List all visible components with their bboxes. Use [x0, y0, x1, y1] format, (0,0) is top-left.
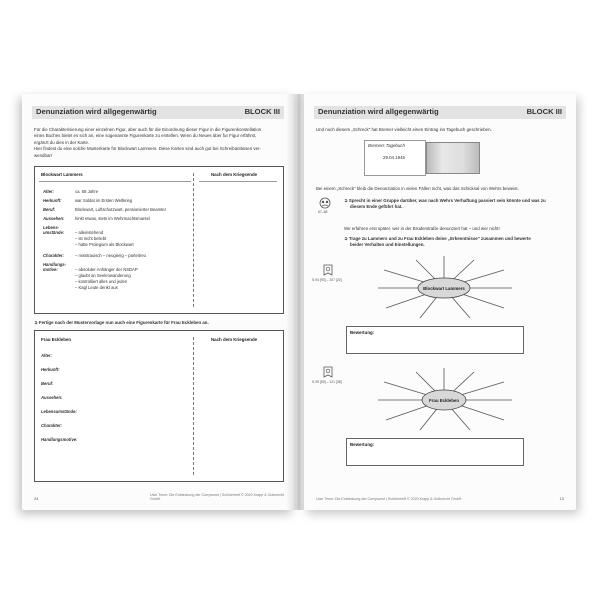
card-title-rule	[39, 181, 191, 182]
label-handlungsmotive: Handlungs- motive:	[43, 262, 67, 272]
task-line: ➲ Trage zu Lammers und zu Frau Eckleben deine „Erkenntnisse" zusammen und bewerte	[344, 236, 531, 241]
left-page-number: 24	[34, 496, 39, 501]
intro-line: Hier findest du eine solche Musterkarte für Blockwart Lammers. Diese Karten sind auch gut bei Schreibanlässen ver-	[34, 146, 261, 152]
card2-label: Herkunft:	[41, 367, 60, 372]
value-alter: ca. 58 Jahre	[75, 189, 99, 194]
icon1-ref: 67–68	[318, 210, 328, 214]
evaluation-label: Bewertung:	[350, 330, 375, 335]
label-alter: Alter:	[43, 189, 54, 194]
reading-icon	[322, 366, 334, 378]
intro-line: wendbar!	[34, 152, 53, 158]
left-header	[32, 106, 284, 119]
value-herkunft: war Soldat im Ersten Weltkrieg	[75, 198, 133, 203]
right-header	[314, 106, 566, 119]
diary-book-icon	[426, 142, 480, 174]
evaluation-label: Bewertung:	[350, 442, 375, 447]
left-block-label: BLOCK III	[244, 107, 280, 116]
value-line: – absoluter Anhänger der NSDAP	[75, 267, 138, 272]
card2-label: Aussehen:	[41, 395, 63, 400]
figure-card-lammers	[34, 166, 284, 314]
label-herkunft: Herkunft:	[43, 198, 62, 203]
value-beruf: Blockwart, Luftschutzwart, pensionierter Beamter	[75, 207, 167, 212]
value-line: – kontrolliert alles und jeden	[75, 279, 128, 284]
right-intro: Und noch diesem „Schreck" hat Bremer vielleicht einen Eintrag ins Tagebuch geschrieben.	[316, 127, 492, 132]
icon3-ref: S.09 [59] – 121 [38]	[312, 380, 342, 384]
icon2-ref: S.94 [93] – 107 [20]	[312, 278, 342, 282]
left-intro	[34, 127, 284, 159]
diary-label: Bremers Tagebuch	[368, 143, 405, 148]
diary-image	[364, 140, 474, 176]
figure-card-eckleben	[34, 330, 284, 482]
intro-line: eines Buches bietet es sich an, eine sogenannte Figurenkarte zu erstellen. Wenn du Neues über fur Figur erfährst,	[34, 133, 257, 139]
card2-label: Lebensumstände:	[41, 409, 77, 414]
intro-line: ergänzt du dies in der Karte.	[34, 139, 90, 145]
label-charakter: Charakter:	[43, 253, 64, 258]
right-task1	[344, 198, 546, 211]
right-block-label: BLOCK III	[526, 107, 562, 116]
label-lebensumstaende: Lebens- umstände:	[43, 225, 65, 235]
label-aussehen: Aussehen:	[43, 216, 65, 221]
task-line-text: Sprecht in einer Gruppe darüber, was nach Wehrs Verhaftung passiert sein könnte und was zu	[348, 198, 546, 203]
value-line: – glaubt an Seelenwanderung	[75, 273, 131, 278]
right-task2	[344, 236, 531, 249]
card-right-title: Nach dem Kriegsende	[211, 172, 258, 177]
task-line: beider Verhalten und Einstellungen.	[350, 242, 425, 248]
diary-date: 29.04.1945	[383, 155, 405, 160]
left-page	[22, 94, 294, 510]
label-beruf: Beruf:	[43, 207, 56, 212]
card2-right-title: Nach dem Kriegsende	[211, 337, 258, 342]
left-header-title: Denunziation wird allgegenwärtig	[36, 107, 157, 116]
value-line: – ist nicht beliebt	[75, 236, 107, 241]
value-charakter: – misstrauisch – neugierig – parteitreu	[75, 253, 146, 258]
value-handlungsmotive	[75, 267, 138, 291]
card-divider	[193, 173, 194, 307]
oval-label: Frau Eckleben	[428, 398, 460, 403]
value-line: – alleinstehend	[75, 230, 104, 235]
right-line3: Wir erfahren erst später, wer in der Brüderstraße denunziert hat – und wer nicht!	[344, 226, 500, 231]
right-page-number: 13	[559, 496, 564, 501]
diary-note	[364, 140, 426, 176]
left-task: ➲ Fertige nach der Mustervorlage nun auch eine Figurenkarte für Frau Eckleben an.	[34, 320, 209, 325]
right-header-title: Denunziation wird allgegenwärtig	[318, 107, 439, 116]
card2-label: Beruf:	[41, 381, 54, 386]
right-line2: Bei einem „Schreck" bleib die Denunziation in vielen Fällen nicht, was das Schicksal von Wehrs beweist.	[316, 186, 519, 191]
right-page	[304, 94, 576, 510]
value-line: – hatte Prolegium als Blockwart	[75, 242, 134, 247]
left-footer: Uwe Timm: Die Entdeckung der Currywurst | Schülerheft © 2020 Krapp & Gutknecht GmbH	[150, 493, 285, 501]
value-lebensumstaende	[75, 230, 134, 248]
reading-icon	[322, 264, 334, 276]
value-aussehen: hinkt etwas, stets im Wehrmachtsmantel	[75, 216, 150, 221]
right-footer: Uwe Timm: Die Entdeckung der Currywurst | Schülerheft © 2020 Krapp & Gutknecht GmbH	[316, 497, 462, 501]
evaluation-box-lammers[interactable]	[346, 326, 524, 354]
oval-label: Blockwart Lammers	[423, 286, 465, 291]
intro-line: Für die Charakterisierung einer einzelnen Figur, aber auch für die Einordnung dieser Figur in die Figurenkonstellation	[34, 127, 262, 132]
group-discussion-icon	[318, 197, 332, 209]
task-line: ➲ Sprecht in einer Gruppe darüber, was nach Wehrs Verhaftung passiert sein könnte und was zu	[344, 198, 546, 203]
value-line: – Kagl Leute denkt aus	[75, 285, 118, 290]
card-title: Blockwart Lammers	[41, 172, 83, 177]
evaluation-box-eckleben[interactable]	[346, 438, 524, 466]
mindmap-lammers	[364, 254, 524, 322]
card2-label: Alter:	[41, 353, 52, 358]
card-right-rule	[199, 181, 277, 182]
card2-label: Charakter:	[41, 423, 62, 428]
mindmap-eckleben	[364, 366, 524, 434]
task-line: diesem Ende geführt hat.	[350, 204, 403, 210]
card2-label: Handlungsmotive:	[41, 437, 78, 442]
card-divider	[193, 337, 194, 475]
card2-title: Frau Eckleben	[41, 337, 72, 342]
